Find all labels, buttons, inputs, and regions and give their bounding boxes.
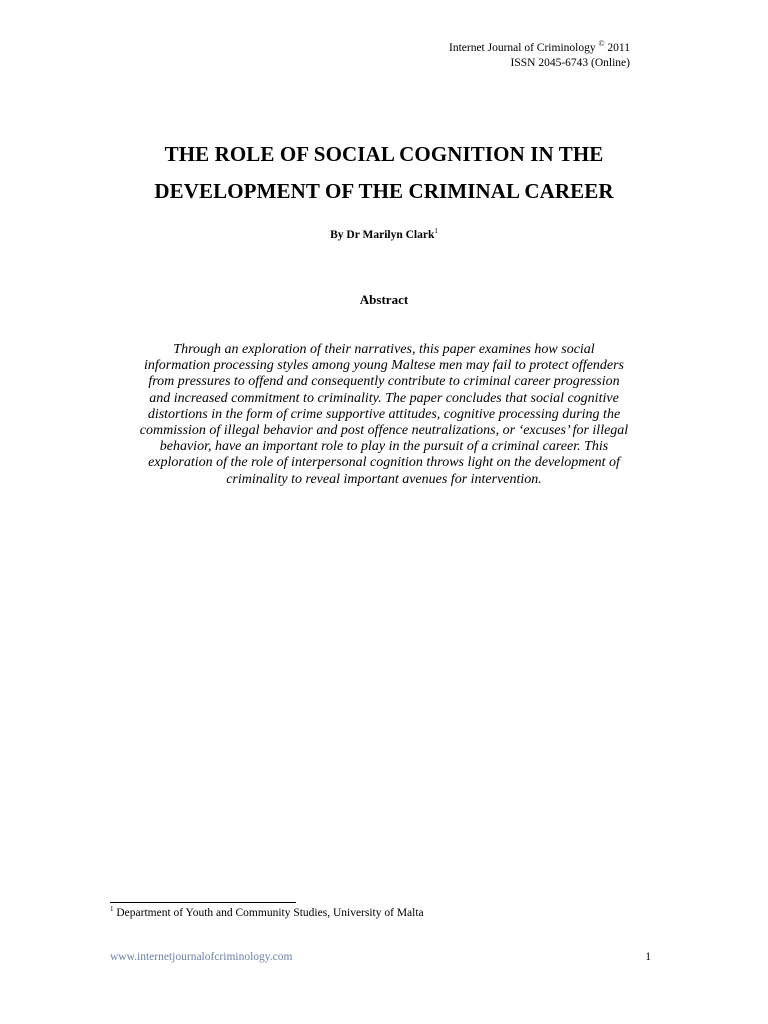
abstract-line: from pressures to offend and consequently contribute to criminal career progression	[148, 374, 620, 390]
author-name: By Dr Marilyn Clark	[330, 229, 435, 241]
journal-citation-line	[449, 41, 630, 56]
abstract-line: criminality to reveal important avenues for intervention.	[226, 471, 542, 487]
abstract-line: information processing styles among young Maltese men may fail to protect offenders	[144, 358, 624, 374]
paper-title	[0, 136, 768, 210]
footnote-divider	[110, 902, 296, 903]
journal-issn: ISSN 2045-6743 (Online)	[510, 57, 630, 69]
journal-year: 2011	[607, 42, 630, 54]
copyright-symbol: ©	[598, 39, 605, 49]
paper-title-line-1: THE ROLE OF SOCIAL COGNITION IN THE	[164, 142, 604, 166]
footnote-mark: 1	[110, 905, 114, 914]
abstract-line: Through an exploration of their narratives, this paper examines how social	[173, 342, 595, 357]
footnote	[110, 907, 424, 919]
footer-url-link[interactable]: www.internetjournalofcriminology.com	[110, 951, 293, 963]
journal-name: Internet Journal of Criminology	[448, 42, 596, 54]
abstract-body	[100, 342, 668, 488]
abstract-line: and increased commitment to criminality. The paper concludes that social cognitive	[149, 390, 619, 406]
page-number: 1	[645, 951, 651, 963]
abstract-heading: Abstract	[359, 292, 409, 307]
author-byline	[0, 229, 768, 241]
abstract-line: behavior, have an important role to play in the pursuit of a criminal career. This	[159, 439, 609, 455]
author-footnote-mark: 1	[434, 227, 438, 236]
footnote-text: Department of Youth and Community Studies, University of Malta	[116, 907, 424, 919]
abstract-line: exploration of the role of interpersonal cognition throws light on the development of	[148, 455, 620, 471]
abstract-line: commission of illegal behavior and post offence neutralizations, or ‘excuses’ for illegal	[139, 423, 629, 439]
paper-title-line-2: DEVELOPMENT OF THE CRIMINAL CAREER	[154, 179, 614, 203]
abstract-line: distortions in the form of crime supportive attitudes, cognitive processing during the	[147, 406, 621, 422]
journal-header	[449, 41, 630, 71]
